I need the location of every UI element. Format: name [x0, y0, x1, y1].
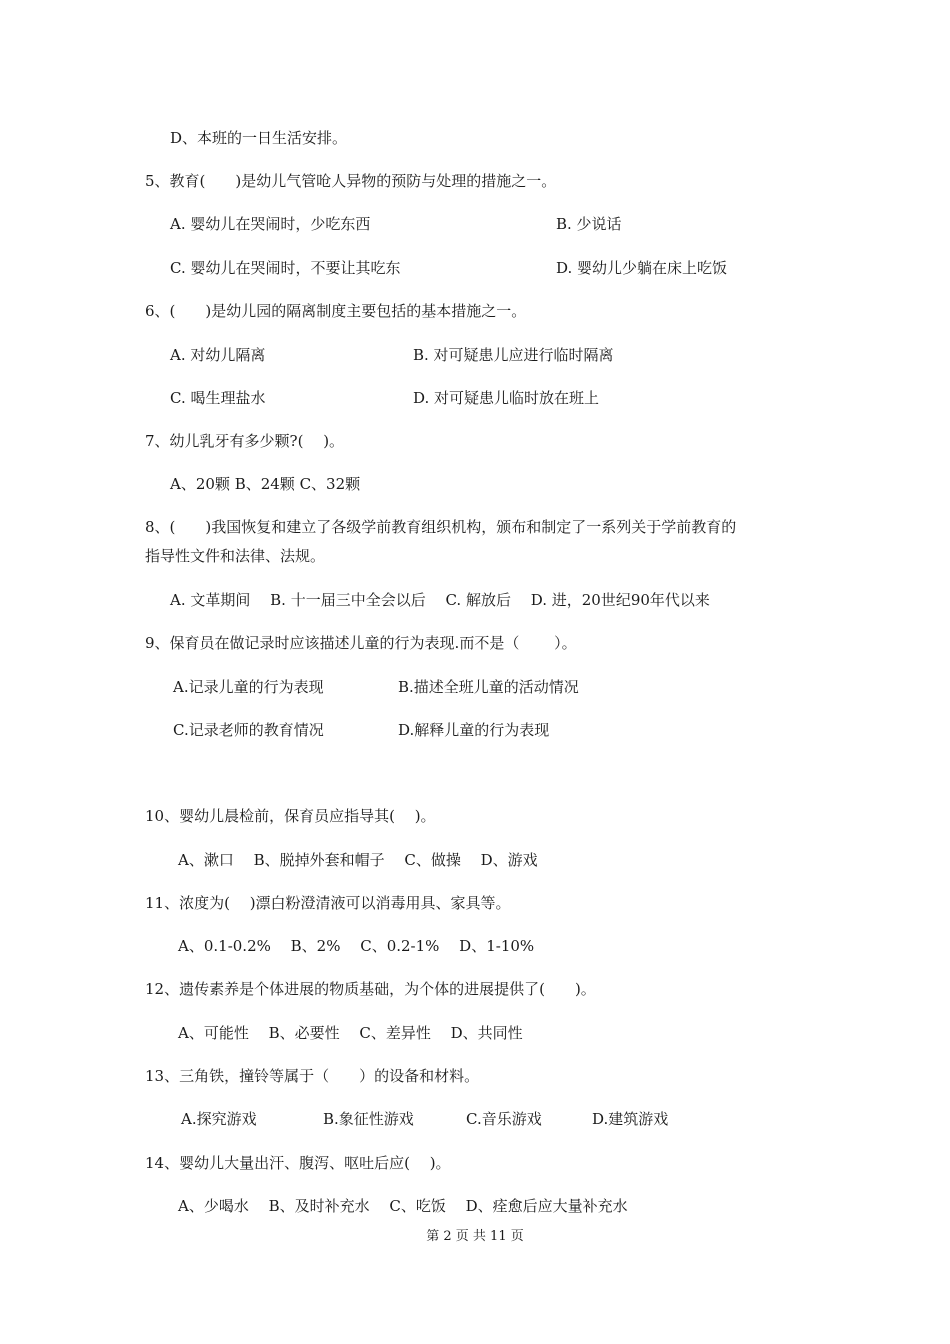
option-c-q9: C.记录老师的教育情况 — [173, 721, 324, 739]
option-a-q13: A.探究游戏 — [181, 1110, 257, 1128]
options-q11: A、0.1-0.2% B、2% C、0.2-1% D、1-10% — [178, 937, 535, 955]
option-b-q13: B.象征性游戏 — [323, 1110, 414, 1128]
option-a-q9: A.记录儿童的行为表现 — [173, 678, 324, 696]
option-c-q13: C.音乐游戏 — [466, 1110, 542, 1128]
question-12: 12、遗传素养是个体进展的物质基础，为个体的进展提供了( )。 — [145, 980, 596, 998]
page-footer: 第 2 页 共 11 页 — [426, 1229, 524, 1244]
option-d-q4: D、本班的一日生活安排。 — [170, 129, 348, 147]
question-8-continued: 指导性文件和法律、法规。 — [145, 547, 326, 565]
question-5: 5、教育( )是幼儿气管呛人异物的预防与处理的措施之一。 — [145, 172, 557, 190]
option-c-q6: C. 喝生理盐水 — [170, 389, 266, 407]
question-9: 9、保育员在做记录时应该描述儿童的行为表现.而不是（ ）。 — [145, 634, 577, 652]
question-13: 13、三角铁，撞铃等属于（ ）的设备和材料。 — [145, 1067, 480, 1085]
option-b-q6: B. 对可疑患儿应进行临时隔离 — [413, 346, 614, 364]
option-a-q6: A. 对幼儿隔离 — [170, 346, 266, 364]
question-7: 7、幼儿乳牙有多少颗?( )。 — [145, 432, 345, 450]
question-11: 11、浓度为( )漂白粉澄清液可以消毒用具、家具等。 — [145, 894, 511, 912]
option-d-q5: D. 婴幼儿少躺在床上吃饭 — [556, 259, 728, 277]
option-b-q9: B.描述全班儿童的活动情况 — [398, 678, 579, 696]
options-q7: A、20颗 B、24颗 C、32颗 — [170, 475, 361, 493]
options-q12: A、可能性 B、必要性 C、差异性 D、共同性 — [178, 1024, 523, 1042]
options-q10: A、漱口 B、脱掉外套和帽子 C、做操 D、游戏 — [178, 851, 538, 869]
options-q14: A、少喝水 B、及时补充水 C、吃饭 D、痊愈后应大量补充水 — [178, 1197, 628, 1215]
option-c-q5: C. 婴幼儿在哭闹时，不要让其吃东 — [170, 259, 401, 277]
option-a-q5: A. 婴幼儿在哭闹时，少吃东西 — [170, 215, 371, 233]
question-14: 14、婴幼儿大量出汗、腹泻、呕吐后应( )。 — [145, 1154, 451, 1172]
question-6: 6、( )是幼儿园的隔离制度主要包括的基本措施之一。 — [145, 302, 527, 320]
option-d-q6: D. 对可疑患儿临时放在班上 — [413, 389, 600, 407]
question-10: 10、婴幼儿晨检前，保育员应指导其( )。 — [145, 807, 436, 825]
option-b-q5: B. 少说话 — [556, 215, 622, 233]
question-8: 8、( )我国恢复和建立了各级学前教育组织机构，颁布和制定了一系列关于学前教育的 — [145, 518, 737, 536]
option-d-q13: D.建筑游戏 — [592, 1110, 669, 1128]
option-d-q9: D.解释儿童的行为表现 — [398, 721, 550, 739]
options-q8: A. 文革期间 B. 十一届三中全会以后 C. 解放后 D. 进，20世纪90年代以来 — [170, 591, 710, 609]
